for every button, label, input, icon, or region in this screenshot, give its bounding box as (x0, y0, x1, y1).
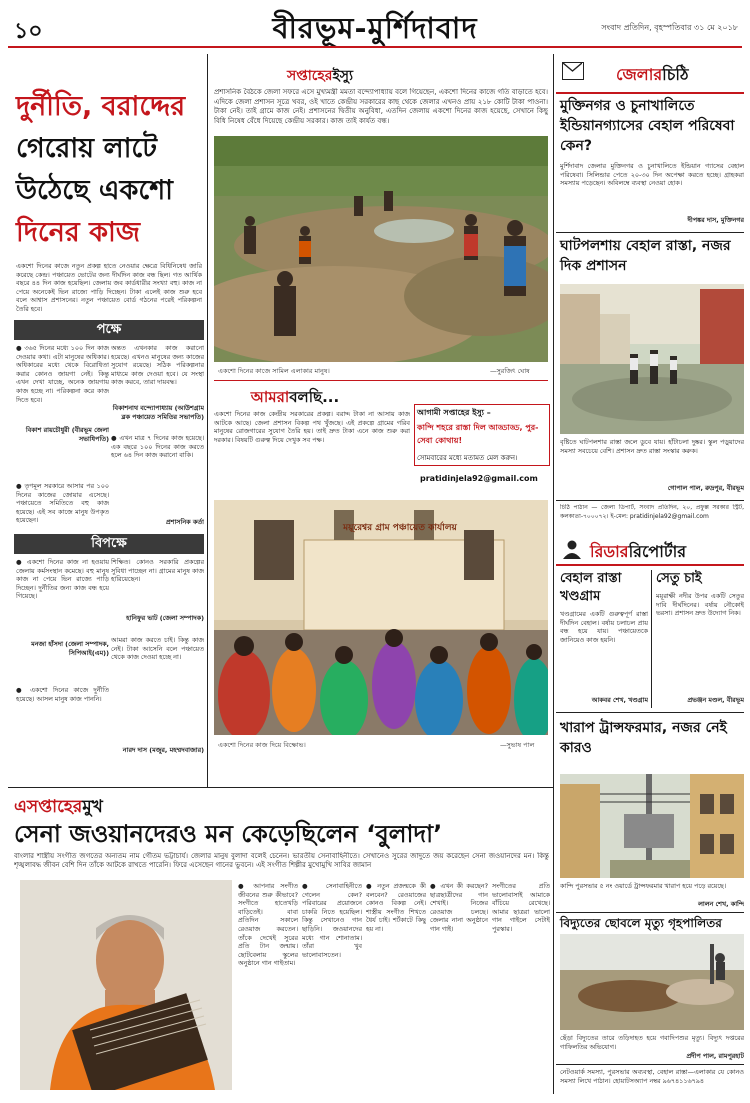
reporter-icon (562, 539, 582, 563)
letter1-sign: দীপঙ্কর দাস, মুক্তিনগর (687, 216, 744, 224)
reader3-sign: লালন শেখ, কান্দি (698, 900, 744, 908)
pokkhe-col-3: ● এখন মাত্র ৭ দিনের কাজ হয়েছে। এক বছরে ১০০ দিনের কাজ করতে হলে ৬৪ দিন কাজ করানো বাকি। (111, 434, 204, 460)
pokkhe-col-2: অন্তত এখনকার কাজ করানো হয়েছে। এখনও মানুষের জন্য কাজের সুযোগ রয়েছে। সঠিক পরিকল্পনার মাধ্যমে কাজ দেওয়া হবে। যে সংস্থা কাজ করবে, তারা দায়বদ্ধ। (111, 344, 204, 387)
pokkhe-sign-2: প্রশাসনিক কর্তা (165, 518, 204, 526)
reader-note: চিঠি পাঠান — জেলা ডিপার্ট, সংবাদ প্রতিদিন, ২০, প্রফুল্ল সরকার স্ট্রিট, কলকাতা-৭০০০৭২। ই-মেল: pratidinjela92@gmail.com (560, 504, 744, 520)
bipokkhe-bar: বিপক্ষে (14, 534, 204, 554)
issue-kicker-b: ইস্যু (332, 68, 354, 84)
next-issue-topic: কান্দি শহরে রাস্তা দিল আড্ডাড্ড, পুর-সেবা কোথায়! (417, 423, 539, 445)
column-divider (207, 54, 208, 787)
column-divider (553, 54, 554, 1094)
issue-body: একশো দিনের কাজে নতুন প্রকল্প হাতে নেওয়ার ক্ষেত্রে বিধিনিষেধ জারি করেছে কেন্দ্র। পঞ্চায়েত ভোটের জন্য দীর্ঘদিন কাজ বন্ধ ছিল। গত আর্থিক বছরে ৪৪ দিন কাজ হয়েছিল। জেলায় জব কার্ডধারীর সংখ্যা বহু। কাজ না পেয়ে অনেকেই ভিন রাজ্যে পাড়ি দিচ্ছেন। টাকা এলেই কাজ শুরু হবে বলে আশ্বাস প্রশাসনের। নতুন পঞ্চায়েত বোর্ড গঠনের পরেই পরিকল্পনা তৈরি হবে। (16, 262, 202, 313)
issue-kicker (220, 64, 420, 88)
reader-divider (651, 570, 652, 708)
mukh-intro: বাংলার শাস্ত্রীয় সংগীত জগতের অন্যতম নাম গৌতম ভট্টাচার্য। জেলার মানুষ বুলাদা বলেই চেনেন। ভারতীয় সেনাবাহিনীতে। সেখানেও সুরের জাদুতে জয় করেছেন সেনা জওয়ানদের মন। কিন্তু শৃঙ্খলাবদ্ধ জীবন বেশি দিন তাঁকে আটকে রাখতে পারেনি। ফিরে এসেছেন গানের ভুবনে। এই সংগীত শিল্পীর মুখোমুখি সাবির জামান (14, 852, 549, 869)
transformer-photo (560, 774, 744, 878)
feedback-email[interactable]: pratidinjela92@gmail.com (420, 474, 538, 483)
next-issue-box (414, 404, 550, 466)
reader4-sign: প্রদীপ পাল, রামপুরহাট (686, 1052, 744, 1060)
reader1-body: খণ্ডগ্রামের একটি গুরুত্বপূর্ণ রাস্তা দীর্ঘদিন বেহাল। বর্ষায় চলাচল প্রায় বন্ধ হয়ে যায়। পঞ্চায়েতকে জানিয়েও কাজ হয়নি। (560, 610, 648, 644)
envelope-icon (562, 62, 584, 80)
divider (556, 712, 744, 713)
pokkhe-body-1: ● ৩৬৫ দিনের মধ্যে ১০০ দিন কাজ দেওয়ার কথা। এটা মানুষের অধিকার। অধিকারের মধ্যে থেকে বিরোধিতা করার কোনও জায়গা নেই। কিন্তু এখন দেখা যাচ্ছে, অনেক জায়গায় কাজ হচ্ছে না। পরিকল্পনা করে কাজ দিতে হবে। (16, 344, 109, 404)
pokkhe-sign-1: বিকাশ রায়চৌধুরী (বীরভূম জেলা সভাধিপতি) (25, 426, 109, 443)
reader2-sign: প্রভঞ্জন মণ্ডল, বীরভূম (687, 696, 744, 704)
pokkhe-sign-3: বিকাশনাথ বন্দ্যোপাধ্যায় (আউশগ্রাম ব্লক পঞ্চায়েত সমিতির সভাপতি) (112, 404, 204, 421)
next-issue-label: আগামী সপ্তাহের ইস্যু – (417, 408, 491, 417)
pokkhe-bar: পক্ষে (14, 320, 204, 340)
mukh-kicker: এসপ্তাহেরমুখ (14, 797, 103, 817)
divider (556, 1064, 744, 1065)
bipokkhe-sign-1: মনজা হাঁসদা (জেলা সম্পাদক, সিপিআই(এম)) (31, 640, 109, 657)
reader1-headline: বেহাল রাস্তা খণ্ডগ্রাম (560, 571, 622, 604)
protest-photo (214, 500, 548, 735)
reader-rule (556, 564, 744, 566)
headline-line-1: দুর্নীতি, বরাদ্দের (16, 91, 186, 122)
issue-photo (214, 136, 548, 362)
reader4-caption: ছেঁড়া বিদ্যুতের তারে তড়িদাহত হয়ে গবাদিপশুর মৃত্যু। বিদ্যুৎ দপ্তরের গাফিলতির অভিযোগ। (560, 1034, 744, 1051)
bipokkhe-col-2: শিক্ষিত। কোনও সরকারি প্রকল্পের সুবিধা পাচ্ছেন না। গ্রামের মানুষ কাজ হারিয়েছেন। (111, 558, 204, 584)
interview-col-2: ● সেনাবাহিনীতে গেলেন কেন? পরিবারের প্রয়োজনে চাকরি নিতে হয়েছিল। কিন্তু সেখানেও গান ছাড়িনি। জওয়ানদের মধ্যে গান শোনাতাম। তাঁরা খুব ভালোবাসতেন। (302, 882, 362, 959)
issue-photo-caption: একশো দিনের কাজে সামিল এলাকার মানুষ। (218, 367, 330, 375)
reader2-body: ময়ূরাক্ষী নদীর উপর একটি সেতুর দাবি দীর্ঘদিনের। বর্ষায় নৌকোই ভরসা। প্রশাসন দ্রুত উদ্যোগ নিক। (656, 592, 744, 618)
letter1-body: মুর্শিদাবাদ জেলার মুক্তিনগর ও চুনাখালিতে ইন্ডিয়ান গ্যাসের বেহাল পরিষেবা। সিলিন্ডার পেতে ২০-৩০ দিন অপেক্ষা করতে হচ্ছে। গ্রাহকরা সমস্যায় পড়েছেন। অবিলম্বে ব্যবস্থা নেওয়া হোক। (560, 162, 744, 188)
letters-header (560, 58, 744, 88)
bipokkhe-col-3: আমরা কাজ করতে চাই। কিন্তু কাজ নেই। টাকা আসেনি বলে পঞ্চায়েত থেকে কাজ দেওয়া হচ্ছে না। (111, 636, 204, 662)
headline-line-4: দিনের কাজ (16, 217, 141, 248)
issue-photo-credit: —সুরজিৎ ঘোষ (490, 367, 530, 375)
letter2-body: বৃষ্টিতে ঘাটপলশার রাস্তা জলে ডুবে যায়। হাঁটাচলা দুষ্কর। স্কুল পড়ুয়াদের সমস্যা সবচেয়ে বেশি। প্রশাসন দ্রুত রাস্তা সংস্কার করুক। (560, 438, 744, 455)
amra-kicker: আমরাবলছি... (250, 388, 340, 406)
issue-intro: প্রশাসনিক বৈঠকে জেলা সফরে এসে মুখ্যমন্ত্রী মমতা বন্দ্যোপাধ্যায় বলে গিয়েছেন, একশো দিনের কাজে গতি বাড়াতে হবে। এদিকে জেলা প্রশাসন সূত্রে খবর, ওই খাতে কেন্দ্রীয় সরকারের কাছ থেকে জেলার এখনও প্রায় ২১৮ কোটি টাকা পাওনা। টাকা নেই। তাই গ্রামে কাজ নেই। প্রশাসনের দ্বিতীয় অনুবিধা, এতদিন জেলায় একশো দিনের কাজ হয়েছে, সেখানে কিছু বিধি নিষেধ বেঁধে দিয়েছে কেন্দ্রীয় সরকার। কাজ তাই কার্যত বন্ধ। (214, 88, 548, 125)
amra-rule (214, 380, 548, 381)
divider (556, 500, 744, 501)
letter1-headline: মুক্তিনগর ও চুনাখালিতে ইন্ডিয়ানগ্যাসের বেহাল পরিষেবা কেন? (560, 98, 735, 154)
reader-header (560, 536, 744, 562)
bulada-photo (20, 880, 232, 1090)
letters-rule (556, 92, 744, 94)
next-issue-note: সোমবারের মধ্যে মতামত মেল করুন। (417, 454, 518, 462)
interview-col-1: ● আপনার সংগীত জীবনের শুরু কীভাবে? সংগীতে হাতেখড়ি বাড়িতেই। বাবা প্রতিদিন সকালে রেওয়াজ করতেন। তাঁকে দেখেই সুরের প্রতি টান জন্মায়। ছোটবেলায় স্কুলের অনুষ্ঠানে গান গাইতাম। (238, 882, 298, 968)
reader3-caption: কান্দি পুরসভার ৫ নং ওয়ার্ডে ট্রান্সফরমার খারাপ হয়ে পড়ে রয়েছে। (560, 882, 727, 890)
reader-kicker: রিডাররিপোর্টার (590, 542, 687, 561)
divider (556, 232, 744, 233)
headline-line-2: গেরোয় লাটে (16, 133, 157, 164)
waterlogged-road-photo (560, 284, 744, 434)
letter2-headline: ঘাটপলশায় বেহাল রাস্তা, নজর দিক প্রশাসন (560, 238, 731, 274)
reader3-headline: খারাপ ট্রান্সফরমার, নজর নেই কারও (560, 720, 727, 756)
bipokkhe-body-2: ● একশো দিনের কাজে দুর্নীতি হয়েছে। আসল মানুষ কাজ পাননি। (16, 686, 109, 703)
bipokkhe-sign-2: হানিফুর ভাট (জেলা সম্পাদক) (126, 614, 204, 622)
issue-kicker-a: সপ্তাহের (286, 68, 333, 84)
interview-col-5: সংগীতের প্রতি ভালোবাসাই আমাকে বাঁচিয়ে রেখেছে। আমার ছাত্ররা ভালো গান গাইলে সেটাই পুরস্কার। (492, 882, 550, 933)
interview-col-3: ● নতুন প্রজন্মকে কী বলবেন? রেওয়াজের কোনও বিকল্প নেই। শাস্ত্রীয় সংগীত শিখতে ধৈর্য চাই। শর্টকাটে কিছু হয় না। (366, 882, 426, 933)
reader2-headline: সেতু চাই (656, 571, 702, 586)
protest-photo-credit: —সুভাষ পাল (500, 741, 535, 749)
header-rule (8, 46, 742, 48)
page-number: ১০ (14, 18, 43, 44)
pokkhe-body-2: ● তৃণমূল সরকারে আসার পর ১০০ দিনের কাজের জোয়ার এসেছে। পঞ্চায়েতে সমিতিতে বহু কাজ হয়েছে। এই সব কাজে মানুষ উপকৃত হয়েছেন। (16, 482, 109, 525)
cattle-photo (560, 934, 744, 1030)
divider (556, 912, 744, 913)
bipokkhe-body-1: ● একশো দিনের কাজ না হওয়ায় জেলায় কর্মসংস্থান কমেছে। বহু মানুষ কাজ না পেয়ে ভিন রাজ্যে পাড়ি দিচ্ছেন। দুর্নীতির জন্য কাজ বন্ধ হয়ে গিয়েছে। (16, 558, 109, 601)
letter2-sign: গোপাল পাল, রুদ্রপুর, বীরভূম (667, 484, 744, 492)
protest-photo-caption: একশো দিনের কাজ দিয়ে বিক্ষোভ। (218, 741, 306, 749)
amra-body: একশো দিনের কাজ কেন্দ্রীয় সরকারের প্রকল্প। বরাদ্দ টাকা না আসায় কাজ আটকে আছে। জেলা প্রশাসন বিকল্প পথ খুঁজছে। এই প্রকল্পে গ্রামের গরিব মানুষের রোজগারের সুযোগ তৈরি হয়। তাই দ্রুত টাকা এনে কাজ শুরু করা দরকার। বিষয়টি গুরুত্ব দিয়ে দেখুক সব পক্ষ। (214, 410, 410, 444)
mukh-headline: সেনা জওয়ানদেরও মন কেড়েছিলেন ‘বুলাদা’ (14, 820, 443, 848)
bipokkhe-sign-3: নারদ দাস (মজুর, মহম্মদবাজার) (122, 746, 204, 754)
section-divider (8, 787, 553, 788)
dateline: সংবাদ প্রতিদিন, বৃহস্পতিবার ৩১ মে ২০১৮ (601, 23, 738, 32)
interview-col-4: ● এখন কী করছেন? ছাত্রছাত্রীদের গান শেখাই। নিজের রেওয়াজ চলছে। জেলার নানা অনুষ্ঠানে গান গাই। (430, 882, 488, 933)
page-title: বীরভূম-মুর্শিদাবাদ (272, 11, 478, 45)
building-sign: ময়ূরেশ্বর গ্রাম পঞ্চায়েত কার্যালয় (343, 523, 457, 533)
headline-line-3: উঠেছে একশো (16, 175, 174, 206)
issue-headline (16, 86, 202, 254)
reader1-sign: আকবর শেখ, খণ্ডগ্রাম (591, 696, 648, 704)
reader4-headline: বিদ্যুতের ছোবলে মৃত্যু গৃহপালিতর (560, 916, 722, 930)
footer-note: নেটওয়ার্ক সমস্যা, পুরসভার অব্যবস্থা, বেহাল রাস্তা—এলাকার যে কোনও সমস্যা লিখে পাঠান। হোয়াটসঅ্যাপ নম্বর ৯৬৭৪১১৬৭৯৪ (560, 1068, 744, 1085)
letters-kicker: জেলারচিঠি (616, 65, 689, 84)
